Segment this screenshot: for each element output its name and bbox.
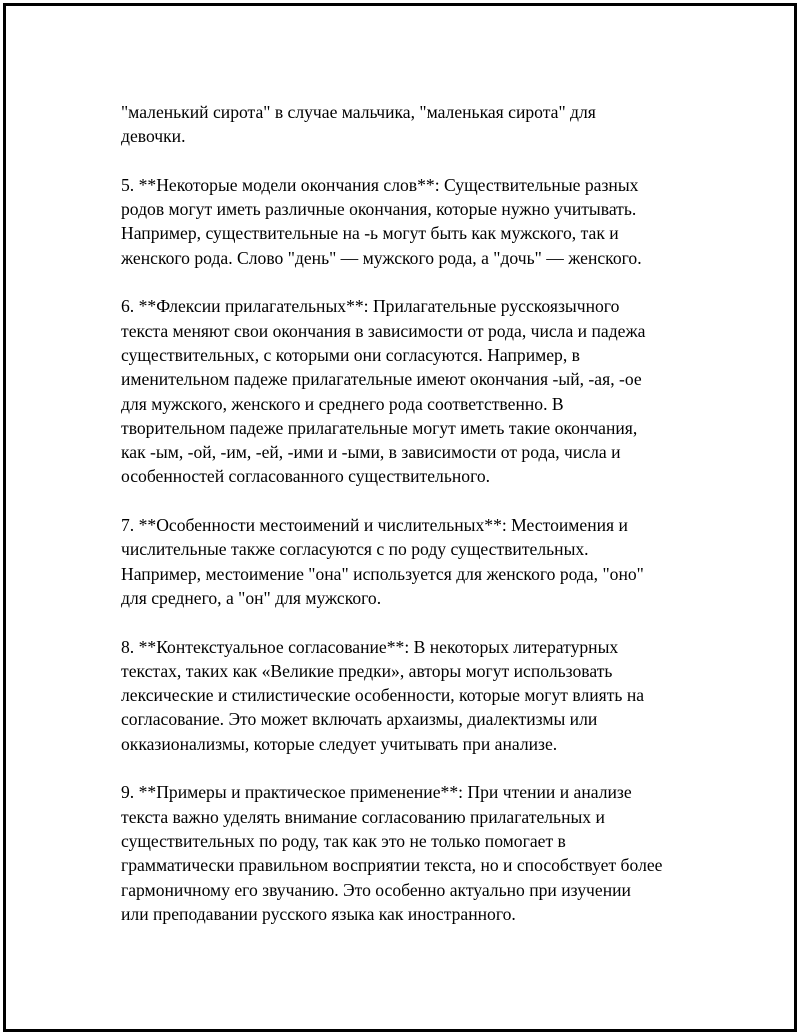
paragraph-item-5: 5. **Некоторые модели окончания слов**: Существительные разных родов могут иметь различные окончания, которые нужно учитывать. Например, существительные на -ь могут быть как мужского, так и женского рода. Слово "день" — мужского рода, а "дочь" — женского. [121,174,642,268]
document-body [121,100,701,926]
paragraph-item-8: 8. **Контекстуальное согласование**: В некоторых литературных текстах, таких как «Великие предки», авторы могут использовать лексические и стилистические особенности, которые могут влиять на согласование. Это может включать архаизмы, диалектизмы или окказионализмы, которые следует учитывать при анализе. [121,636,645,754]
paragraph-item-9: 9. **Примеры и практическое применение**: При чтении и анализе текста важно уделять внимание согласованию прилагательных и существительных по роду, так как это не только помогает в грамматически правильном восприятии текста, но и способствует более гармоничному его звучанию. Это особенно актуально при изучении или преподавании русского языка как иностранного. [121,782,663,924]
paragraph-continuation: "маленький сирота" в случае мальчика, "маленькая сирота" для девочки. [121,102,596,147]
paragraph-item-6: 6. **Флексии прилагательных**: Прилагательные русскоязычного текста меняют свои окончания в зависимости от рода, числа и падежа существительных, с которыми они согласуются. Например, в именительном падеже прилагательные имеют окончания -ый, -ая, -ое для мужского, женского и среднего рода соответственно. В творительном падеже прилагательные могут иметь такие окончания, как -ым, -ой, -им, -ей, -ими и -ыми, в зависимости от рода, числа и особенностей согласованного существительного. [121,296,646,487]
page-frame [3,3,797,1032]
paragraph-item-7: 7. **Особенности местоимений и числительных**: Местоимения и числительные также согласуются с по роду существительных. Например, местоимение "она" используется для женского рода, "оно" для среднего, а "он" для мужского. [121,515,644,608]
